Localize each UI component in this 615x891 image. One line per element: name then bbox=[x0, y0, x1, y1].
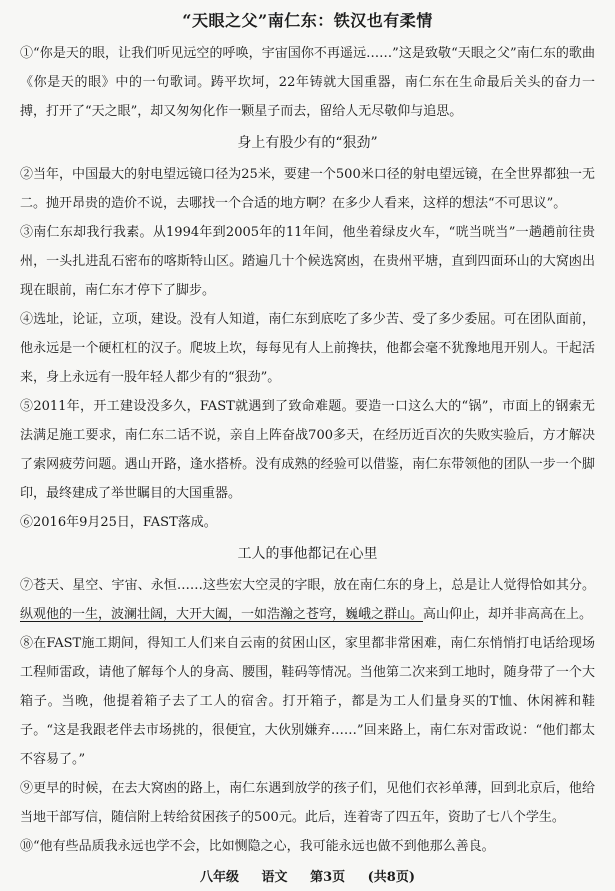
footer-subject: 语文 bbox=[261, 870, 288, 885]
paragraph-7 bbox=[20, 571, 595, 629]
paragraph-8: ⑧在FAST施工期间，得知工人们来自云南的贫困山区，家里都非常困难，南仁东悄悄打电话给现场工程师雷政，请他了解每个人的身高、腰围，鞋码等情况。当他第二次来到工地时，随身带了一个大箱子。当晚，他提着箱子去了工人的宿舍。打开箱子，都是为工人们量身买的T恤、休闲裤和鞋子。“这是我跟老伴去市场挑的，很便宜，大伙别嫌弃……”回来路上，南仁东对雷政说：“他们都太不容易了。” bbox=[20, 636, 595, 767]
section-heading-1: 身上有股少有的“狠劲” bbox=[237, 135, 378, 151]
paragraph-7-tail: 高山仰止，却并非高高在上。 bbox=[423, 607, 593, 622]
paragraph-2: ②当年，中国最大的射电望远镜口径为25米，要建一个500米口径的射电望远镜，在全世界都独一无二。抛开昂贵的造价不说，去哪找一个合适的地方啊？在多少人看来，这样的想法“不可思议”。 bbox=[20, 167, 595, 211]
paragraph-1: ①“你是天的眼，让我们听见远空的呼唤，宇宙国你不再遥远……”这是致敬“天眼之父”南仁东的歌曲《你是天的眼》中的一句歌词。踌平坎坷，22年铸就大国重器，南仁东在生命最后关头的奋力一搏，打开了“天之眼”，却又匆匆化作一颗星子而去，留给人无尽敬仰与追思。 bbox=[20, 46, 595, 119]
underlined-sentence: 纵观他的一生，波澜壮阔，大开大阖，一如浩瀚之苍穹，巍峨之群山。 bbox=[20, 607, 424, 622]
page-footer bbox=[0, 866, 615, 885]
paragraph-3: ③南仁东却我行我素。从1994年到2005年的11年间，他坐着绿皮火车，“咣当咣当”一趟趟前往贵州，一头扎进乱石密布的喀斯特山区。踏遍几十个候选窝凼，在贵州平塘，直到四面环山的大窝凼出现在眼前，南仁东才停下了脚步。 bbox=[20, 225, 595, 298]
section-heading-2: 工人的事他都记在心里 bbox=[237, 546, 378, 562]
footer-grade: 八年级 bbox=[199, 870, 239, 885]
footer-total-pages: (共8页) bbox=[367, 870, 416, 885]
paragraph-7-lead: ⑦苍天、星空、宇宙、永恒……这些宏大空灵的字眼，放在南仁东的身上，总是让人觉得恰如其分。 bbox=[20, 578, 595, 593]
paragraph-9: ⑨更早的时候，在去大窝凼的路上，南仁东遇到放学的孩子们，见他们衣衫单薄，回到北京后，他给当地干部写信，随信附上转给贫困孩子的500元。此后，连着寄了四五年，资助了七八个学生。 bbox=[20, 781, 595, 825]
paragraph-4: ④选址，论证，立项，建设。没有人知道，南仁东到底吃了多少苦、受了多少委屈。可在团队面前，他永远是一个硬杠杠的汉子。爬坡上坎，每每见有人上前搀扶，他都会毫不犹豫地甩开别人。干起活来，身上永远有一股年轻人都少有的“狠劲”。 bbox=[20, 312, 595, 385]
paragraph-10: ⑩“他有些品质我永远也学不会，比如恻隐之心，我可能永远也做不到他那么善良。 bbox=[20, 839, 495, 854]
footer-page-number: 第3页 bbox=[310, 870, 346, 885]
paragraph-5: ⑤2011年，开工建设没多久，FAST就遇到了致命难题。要造一口这么大的“锅”，市面上的钢索无法满足施工要求，南仁东二话不说，亲自上阵奋战700多天，在经历近百次的失败实验后，方才解决了索网疲劳问题。遇山开路，逢水搭桥。没有成熟的经验可以借鉴，南仁东带领他的团队一步一个脚印，最终建成了举世瞩目的大国重器。 bbox=[20, 399, 595, 501]
paragraph-6: ⑥2016年9月25日，FAST落成。 bbox=[20, 515, 217, 530]
article-title: “天眼之父”南仁东：铁汉也有柔情 bbox=[182, 11, 433, 30]
